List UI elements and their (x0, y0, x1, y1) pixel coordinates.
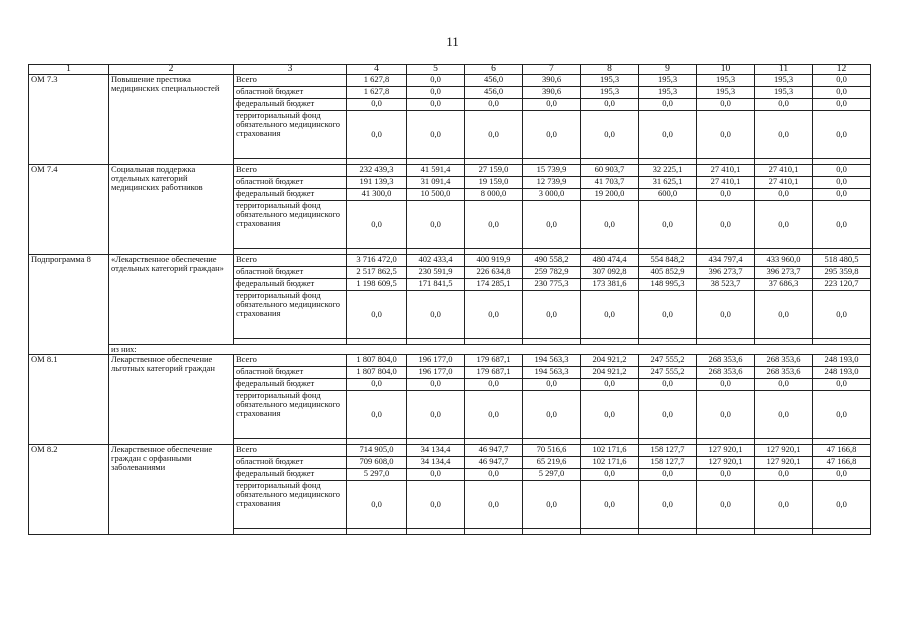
funding-source: территориальный фонд обязательного медицинского страхования (234, 481, 347, 529)
value-cell: 196 177,0 (407, 355, 465, 367)
value-cell: 232 439,3 (347, 165, 407, 177)
value-cell: 0,0 (581, 481, 639, 529)
value-cell: 0,0 (755, 99, 813, 111)
value-cell: 0,0 (813, 379, 871, 391)
value-cell: 0,0 (697, 291, 755, 339)
empty-cell (347, 529, 407, 535)
value-cell: 0,0 (639, 99, 697, 111)
value-cell: 0,0 (523, 201, 581, 249)
column-header: 9 (639, 65, 697, 75)
value-cell: 0,0 (813, 177, 871, 189)
column-header: 10 (697, 65, 755, 75)
value-cell: 0,0 (639, 481, 697, 529)
program-name: Лекарственное обеспечение граждан с орфанными заболеваниями (109, 445, 234, 535)
value-cell: 0,0 (523, 291, 581, 339)
value-cell: 3 716 472,0 (347, 255, 407, 267)
value-cell: 12 739,9 (523, 177, 581, 189)
column-header: 4 (347, 65, 407, 75)
column-header: 12 (813, 65, 871, 75)
value-cell: 390,6 (523, 75, 581, 87)
value-cell: 19 159,0 (465, 177, 523, 189)
table-row (29, 355, 871, 367)
note-row (29, 345, 871, 355)
value-cell: 396 273,7 (755, 267, 813, 279)
value-cell: 268 353,6 (755, 367, 813, 379)
column-header-row (29, 65, 871, 75)
value-cell: 127 920,1 (755, 457, 813, 469)
value-cell: 0,0 (639, 291, 697, 339)
value-cell: 0,0 (407, 291, 465, 339)
empty-cell (581, 529, 639, 535)
value-cell: 0,0 (465, 201, 523, 249)
value-cell: 0,0 (813, 291, 871, 339)
value-cell: 204 921,2 (581, 355, 639, 367)
value-cell: 46 947,7 (465, 457, 523, 469)
value-cell: 0,0 (697, 189, 755, 201)
value-cell: 0,0 (755, 291, 813, 339)
value-cell: 0,0 (813, 99, 871, 111)
column-header: 11 (755, 65, 813, 75)
value-cell: 226 634,8 (465, 267, 523, 279)
value-cell: 0,0 (523, 391, 581, 439)
program-code: Подпрограмма 8 (29, 255, 109, 355)
value-cell: 0,0 (813, 75, 871, 87)
value-cell: 27 410,1 (755, 165, 813, 177)
value-cell: 38 523,7 (697, 279, 755, 291)
value-cell: 191 139,3 (347, 177, 407, 189)
value-cell: 0,0 (639, 379, 697, 391)
value-cell: 158 127,7 (639, 445, 697, 457)
value-cell: 102 171,6 (581, 445, 639, 457)
column-header: 3 (234, 65, 347, 75)
value-cell: 0,0 (523, 379, 581, 391)
value-cell: 307 092,8 (581, 267, 639, 279)
value-cell: 127 920,1 (755, 445, 813, 457)
funding-source: территориальный фонд обязательного медицинского страхования (234, 201, 347, 249)
value-cell: 0,0 (465, 99, 523, 111)
value-cell: 0,0 (581, 379, 639, 391)
program-name: Лекарственное обеспечение льготных категорий граждан (109, 355, 234, 445)
value-cell: 41 300,0 (347, 189, 407, 201)
program-code: ОМ 7.3 (29, 75, 109, 165)
funding-source: федеральный бюджет (234, 99, 347, 111)
value-cell: 1 807 804,0 (347, 355, 407, 367)
value-cell: 0,0 (407, 469, 465, 481)
funding-source: территориальный фонд обязательного медицинского страхования (234, 291, 347, 339)
value-cell: 5 297,0 (523, 469, 581, 481)
value-cell: 171 841,5 (407, 279, 465, 291)
value-cell: 2 517 862,5 (347, 267, 407, 279)
value-cell: 127 920,1 (697, 445, 755, 457)
funding-source: Всего (234, 445, 347, 457)
value-cell: 0,0 (523, 111, 581, 159)
value-cell: 19 200,0 (581, 189, 639, 201)
value-cell: 0,0 (813, 469, 871, 481)
value-cell: 0,0 (581, 391, 639, 439)
value-cell: 223 120,7 (813, 279, 871, 291)
value-cell: 194 563,3 (523, 355, 581, 367)
program-code: ОМ 8.2 (29, 445, 109, 535)
value-cell: 1 198 609,5 (347, 279, 407, 291)
funding-source: Всего (234, 75, 347, 87)
value-cell: 195,3 (581, 87, 639, 99)
value-cell: 400 919,9 (465, 255, 523, 267)
value-cell: 27 159,0 (465, 165, 523, 177)
value-cell: 0,0 (347, 391, 407, 439)
value-cell: 434 797,4 (697, 255, 755, 267)
value-cell: 0,0 (639, 201, 697, 249)
value-cell: 127 920,1 (697, 457, 755, 469)
value-cell: 0,0 (697, 99, 755, 111)
value-cell: 0,0 (813, 165, 871, 177)
value-cell: 0,0 (407, 379, 465, 391)
value-cell: 247 555,2 (639, 367, 697, 379)
value-cell: 390,6 (523, 87, 581, 99)
value-cell: 247 555,2 (639, 355, 697, 367)
value-cell: 0,0 (697, 201, 755, 249)
value-cell: 554 848,2 (639, 255, 697, 267)
value-cell: 0,0 (697, 469, 755, 481)
value-cell: 490 558,2 (523, 255, 581, 267)
value-cell: 0,0 (347, 291, 407, 339)
value-cell: 0,0 (639, 111, 697, 159)
empty-cell (755, 529, 813, 535)
value-cell: 0,0 (347, 111, 407, 159)
value-cell: 259 782,9 (523, 267, 581, 279)
funding-source: Всего (234, 355, 347, 367)
value-cell: 396 273,7 (697, 267, 755, 279)
value-cell: 0,0 (523, 481, 581, 529)
value-cell: 456,0 (465, 75, 523, 87)
value-cell: 195,3 (639, 75, 697, 87)
value-cell: 0,0 (581, 291, 639, 339)
value-cell: 0,0 (581, 99, 639, 111)
value-cell: 195,3 (581, 75, 639, 87)
empty-cell (465, 529, 523, 535)
column-header: 7 (523, 65, 581, 75)
value-cell: 0,0 (755, 469, 813, 481)
funding-source: областной бюджет (234, 177, 347, 189)
value-cell: 230 591,9 (407, 267, 465, 279)
funding-source: федеральный бюджет (234, 189, 347, 201)
value-cell: 0,0 (755, 481, 813, 529)
value-cell: 0,0 (465, 291, 523, 339)
value-cell: 0,0 (465, 469, 523, 481)
value-cell: 480 474,4 (581, 255, 639, 267)
value-cell: 268 353,6 (697, 367, 755, 379)
value-cell: 0,0 (407, 99, 465, 111)
value-cell: 0,0 (639, 391, 697, 439)
value-cell: 27 410,1 (697, 177, 755, 189)
value-cell: 0,0 (407, 87, 465, 99)
value-cell: 0,0 (755, 391, 813, 439)
value-cell: 230 775,3 (523, 279, 581, 291)
value-cell: 41 703,7 (581, 177, 639, 189)
program-code: ОМ 8.1 (29, 355, 109, 445)
value-cell: 0,0 (407, 201, 465, 249)
program-name: «Лекарственное обеспечение отдельных категорий граждан» (109, 255, 234, 345)
value-cell: 433 960,0 (755, 255, 813, 267)
value-cell: 195,3 (697, 87, 755, 99)
value-cell: 34 134,4 (407, 445, 465, 457)
value-cell: 0,0 (813, 189, 871, 201)
value-cell: 518 480,5 (813, 255, 871, 267)
value-cell: 0,0 (347, 201, 407, 249)
value-cell: 70 516,6 (523, 445, 581, 457)
table-row (29, 75, 871, 87)
funding-source: областной бюджет (234, 457, 347, 469)
value-cell: 60 903,7 (581, 165, 639, 177)
value-cell: 0,0 (755, 189, 813, 201)
value-cell: 34 134,4 (407, 457, 465, 469)
value-cell: 32 225,1 (639, 165, 697, 177)
value-cell: 47 166,8 (813, 457, 871, 469)
budget-table (28, 64, 871, 535)
value-cell: 0,0 (407, 481, 465, 529)
empty-cell (813, 529, 871, 535)
value-cell: 405 852,9 (639, 267, 697, 279)
funding-source: областной бюджет (234, 367, 347, 379)
value-cell: 10 500,0 (407, 189, 465, 201)
value-cell: 0,0 (465, 379, 523, 391)
value-cell: 0,0 (639, 469, 697, 481)
value-cell: 0,0 (407, 75, 465, 87)
value-cell: 27 410,1 (755, 177, 813, 189)
column-header: 8 (581, 65, 639, 75)
value-cell: 248 193,0 (813, 355, 871, 367)
value-cell: 31 091,4 (407, 177, 465, 189)
value-cell: 0,0 (697, 391, 755, 439)
value-cell: 196 177,0 (407, 367, 465, 379)
funding-source: областной бюджет (234, 267, 347, 279)
value-cell: 0,0 (697, 379, 755, 391)
funding-source: федеральный бюджет (234, 469, 347, 481)
funding-source: Всего (234, 165, 347, 177)
value-cell: 179 687,1 (465, 367, 523, 379)
value-cell: 456,0 (465, 87, 523, 99)
value-cell: 0,0 (347, 481, 407, 529)
value-cell: 0,0 (523, 99, 581, 111)
value-cell: 0,0 (581, 201, 639, 249)
value-cell: 268 353,6 (697, 355, 755, 367)
value-cell: 0,0 (465, 111, 523, 159)
program-code: ОМ 7.4 (29, 165, 109, 255)
value-cell: 295 359,8 (813, 267, 871, 279)
value-cell: 0,0 (465, 481, 523, 529)
value-cell: 195,3 (755, 87, 813, 99)
column-header: 2 (109, 65, 234, 75)
value-cell: 0,0 (581, 469, 639, 481)
value-cell: 37 686,3 (755, 279, 813, 291)
empty-cell (523, 529, 581, 535)
funding-source: Всего (234, 255, 347, 267)
value-cell: 15 739,9 (523, 165, 581, 177)
value-cell: 0,0 (347, 379, 407, 391)
value-cell: 65 219,6 (523, 457, 581, 469)
value-cell: 709 608,0 (347, 457, 407, 469)
table-row (29, 445, 871, 457)
program-name: Социальная поддержка отдельных категорий медицинских работников (109, 165, 234, 255)
value-cell: 194 563,3 (523, 367, 581, 379)
value-cell: 402 433,4 (407, 255, 465, 267)
empty-cell (407, 529, 465, 535)
value-cell: 0,0 (813, 111, 871, 159)
funding-source: территориальный фонд обязательного медицинского страхования (234, 111, 347, 159)
value-cell: 0,0 (697, 111, 755, 159)
value-cell: 0,0 (697, 481, 755, 529)
value-cell: 600,0 (639, 189, 697, 201)
value-cell: 174 285,1 (465, 279, 523, 291)
value-cell: 195,3 (639, 87, 697, 99)
value-cell: 248 193,0 (813, 367, 871, 379)
value-cell: 0,0 (581, 111, 639, 159)
value-cell: 0,0 (755, 201, 813, 249)
value-cell: 1 627,8 (347, 87, 407, 99)
empty-cell (234, 529, 347, 535)
value-cell: 0,0 (347, 99, 407, 111)
funding-source: федеральный бюджет (234, 379, 347, 391)
value-cell: 27 410,1 (697, 165, 755, 177)
value-cell: 47 166,8 (813, 445, 871, 457)
value-cell: 1 627,8 (347, 75, 407, 87)
value-cell: 0,0 (407, 111, 465, 159)
funding-source: областной бюджет (234, 87, 347, 99)
value-cell: 1 807 804,0 (347, 367, 407, 379)
funding-source: территориальный фонд обязательного медицинского страхования (234, 391, 347, 439)
empty-cell (639, 529, 697, 535)
funding-source: федеральный бюджет (234, 279, 347, 291)
note-text: из них: (109, 345, 871, 355)
value-cell: 0,0 (813, 391, 871, 439)
value-cell: 8 000,0 (465, 189, 523, 201)
value-cell: 3 000,0 (523, 189, 581, 201)
value-cell: 0,0 (465, 391, 523, 439)
value-cell: 148 995,3 (639, 279, 697, 291)
value-cell: 204 921,2 (581, 367, 639, 379)
value-cell: 0,0 (813, 201, 871, 249)
value-cell: 0,0 (813, 87, 871, 99)
program-name: Повышение престижа медицинских специальностей (109, 75, 234, 165)
table-body (29, 75, 871, 535)
value-cell: 195,3 (755, 75, 813, 87)
value-cell: 173 381,6 (581, 279, 639, 291)
value-cell: 46 947,7 (465, 445, 523, 457)
value-cell: 0,0 (407, 391, 465, 439)
column-header: 1 (29, 65, 109, 75)
empty-cell (697, 529, 755, 535)
value-cell: 158 127,7 (639, 457, 697, 469)
value-cell: 0,0 (755, 379, 813, 391)
value-cell: 0,0 (813, 481, 871, 529)
value-cell: 41 591,4 (407, 165, 465, 177)
value-cell: 0,0 (755, 111, 813, 159)
column-header: 6 (465, 65, 523, 75)
value-cell: 31 625,1 (639, 177, 697, 189)
column-header: 5 (407, 65, 465, 75)
value-cell: 714 905,0 (347, 445, 407, 457)
value-cell: 195,3 (697, 75, 755, 87)
table-row (29, 165, 871, 177)
value-cell: 5 297,0 (347, 469, 407, 481)
value-cell: 102 171,6 (581, 457, 639, 469)
table-row (29, 255, 871, 267)
value-cell: 179 687,1 (465, 355, 523, 367)
value-cell: 268 353,6 (755, 355, 813, 367)
page-number: 11 (446, 34, 459, 49)
